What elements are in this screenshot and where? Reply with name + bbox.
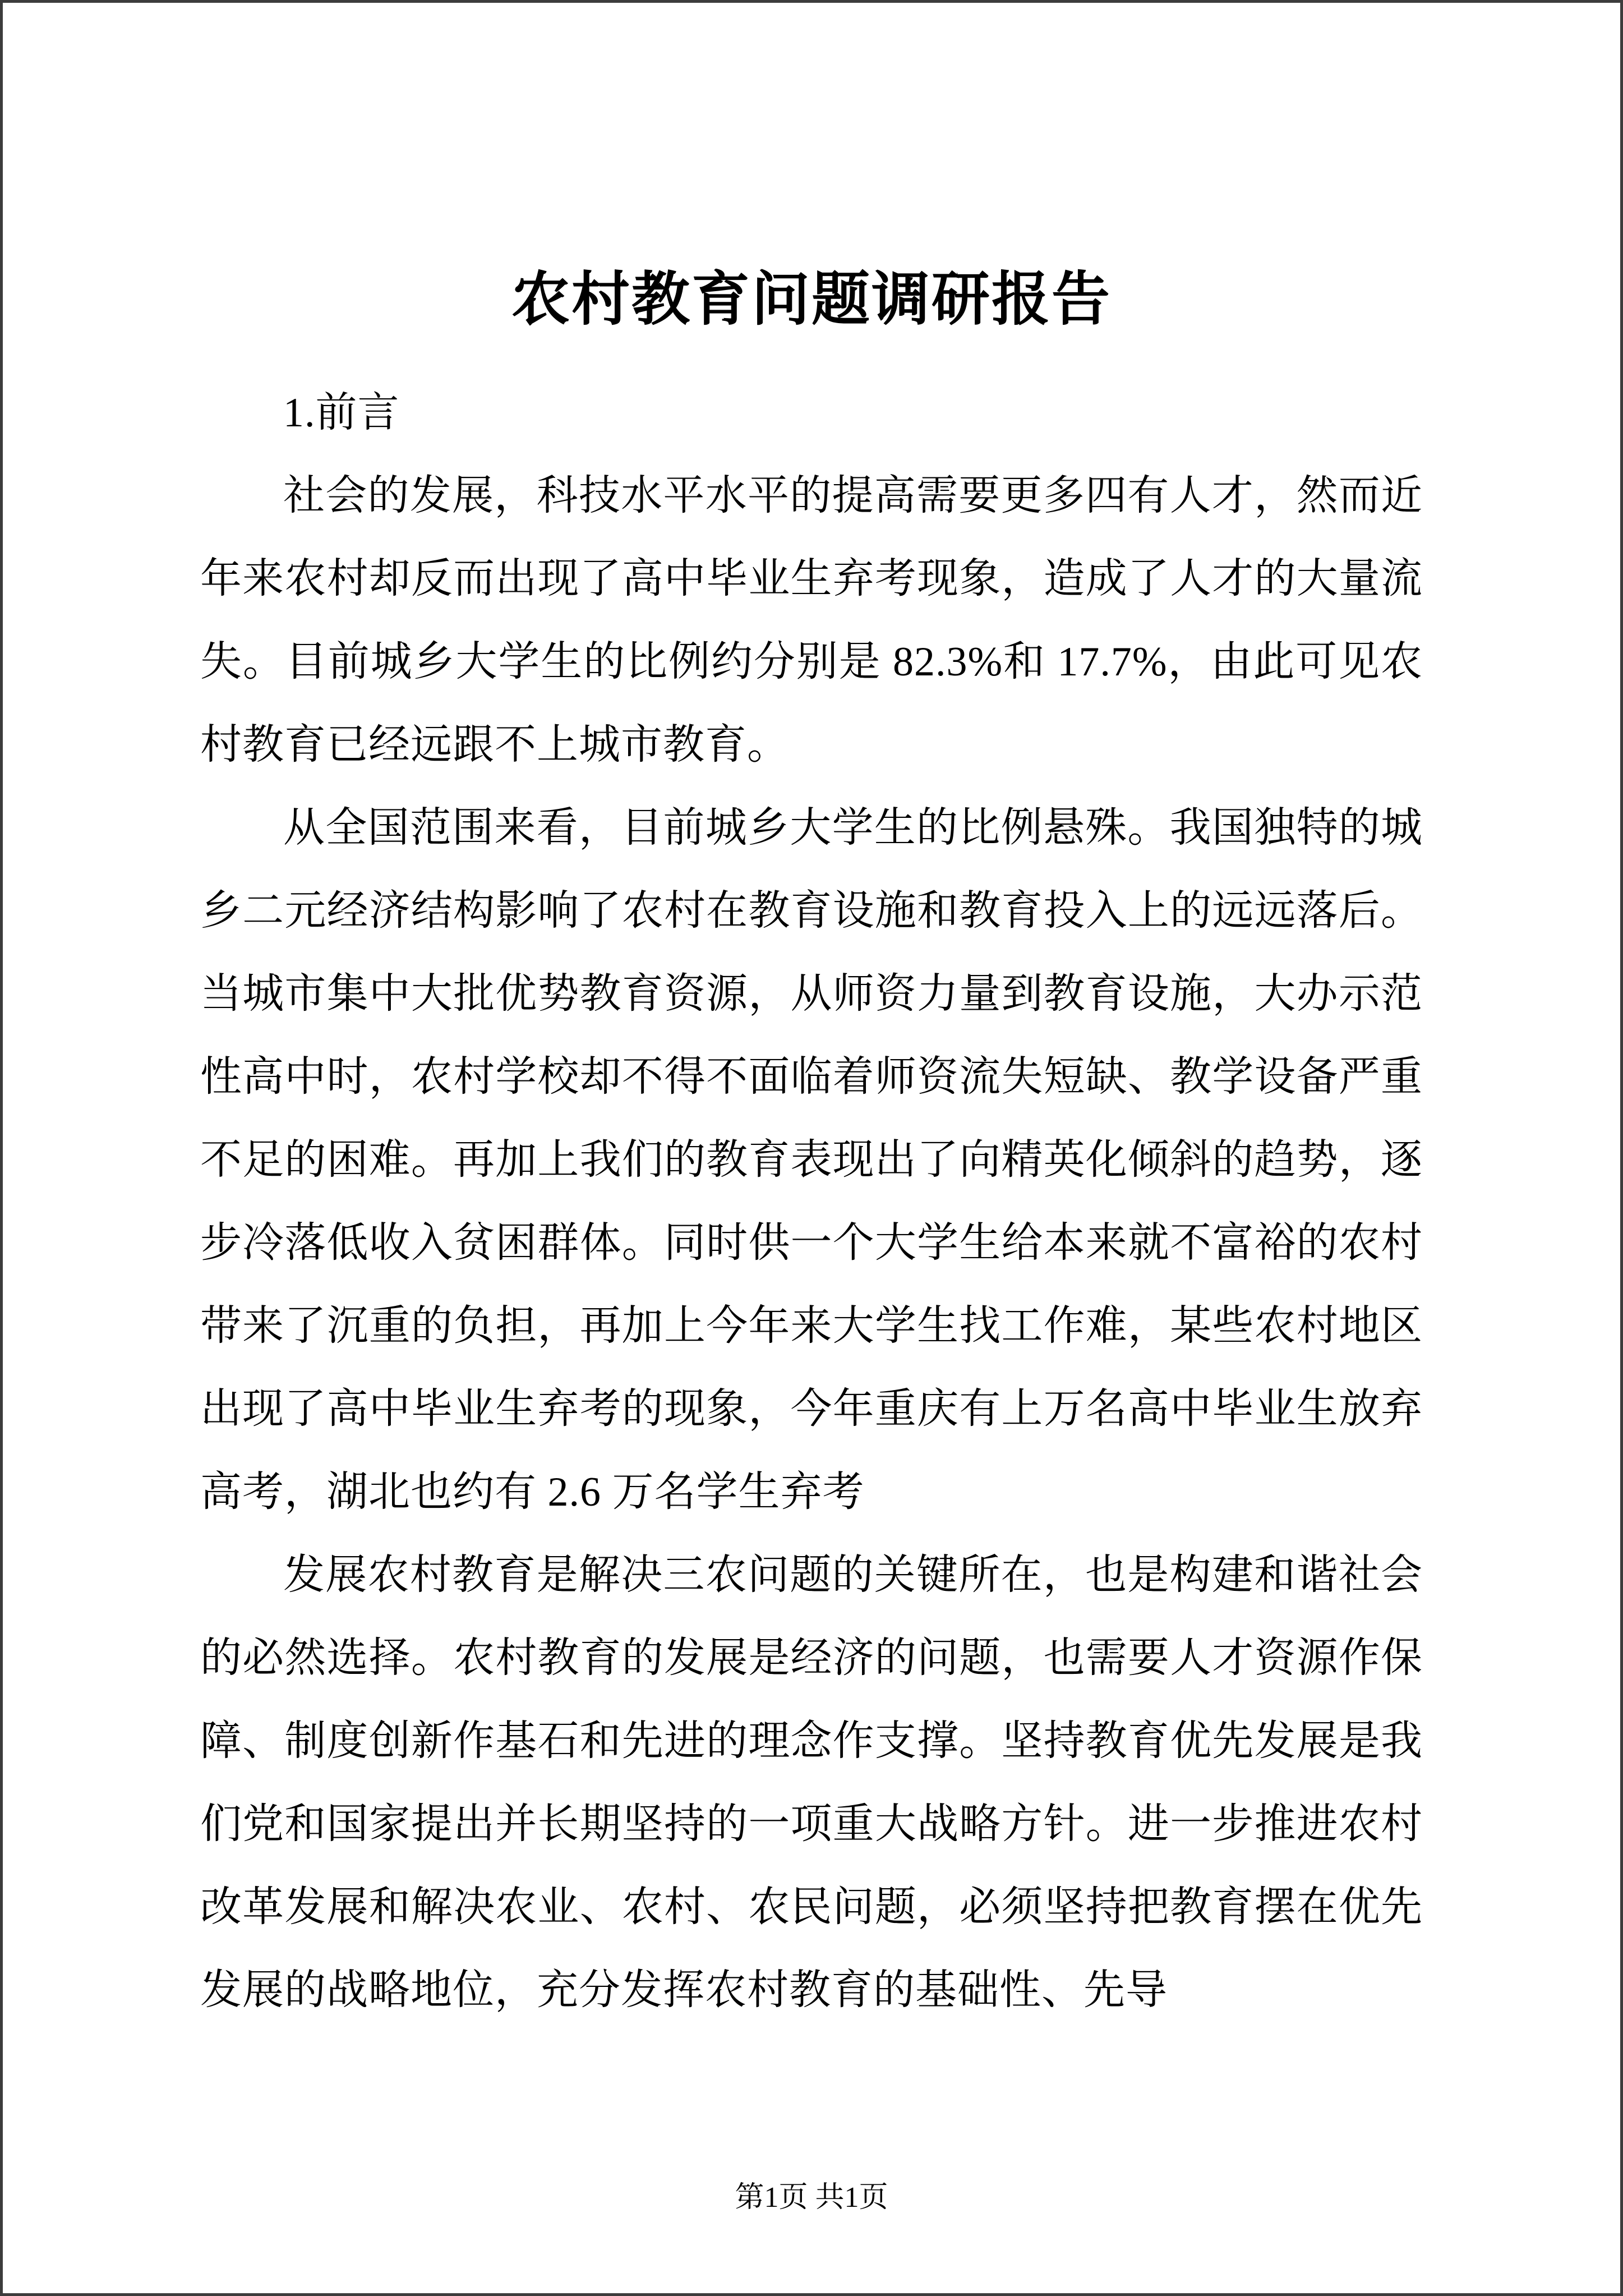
document-page <box>3 3 1620 2293</box>
page-number-text: 第1页 共1页 <box>735 2182 888 2214</box>
paragraph-2: 从全国范围来看，目前城乡大学生的比例悬殊。我国独特的城乡二元经济结构影响了农村在教育设施和教育投入上的远远落后。当城市集中大批优势教育资源，从师资力量到教育设施，大办示范性高中时，农村学校却不得不面临着师资流失短缺、教学设备严重不足的困难。再加上我们的教育表现出了向精英化倾斜的趋势，逐步冷落低收入贫困群体。同时供一个大学生给本来就不富裕的农村带来了沉重的负担，再加上今年来大学生找工作难，某些农村地区出现了高中毕业生弃考的现象，今年重庆有上万名高中毕业生放弃高考，湖北也约有 2.6 万名学生弃考 <box>200 805 1423 1515</box>
paragraph-3: 发展农村教育是解决三农问题的关键所在，也是构建和谐社会的必然选择。农村教育的发展是经济的问题，也需要人才资源作保障、制度创新作基石和先进的理念作支撑。坚持教育优先发展是我们党和国家提出并长期坚持的一项重大战略方针。进一步推进农村改革发展和解决农业、农村、农民问题，必须坚持把教育摆在优先发展的战略地位，充分发挥农村教育的基础性、先导 <box>200 1552 1423 2013</box>
section-heading-preface: 1.前言 <box>283 390 400 436</box>
page-footer <box>3 2181 1620 2215</box>
document-title: 农村教育问题调研报告 <box>511 268 1112 332</box>
paragraph-1: 社会的发展，科技水平水平的提高需要更多四有人才，然而近年来农村却反而出现了高中毕业生弃考现象，造成了人才的大量流失。目前城乡大学生的比例约分别是 82.3%和 17.7%，由此可见农村教育已经远跟不上城市教育。 <box>200 473 1423 768</box>
